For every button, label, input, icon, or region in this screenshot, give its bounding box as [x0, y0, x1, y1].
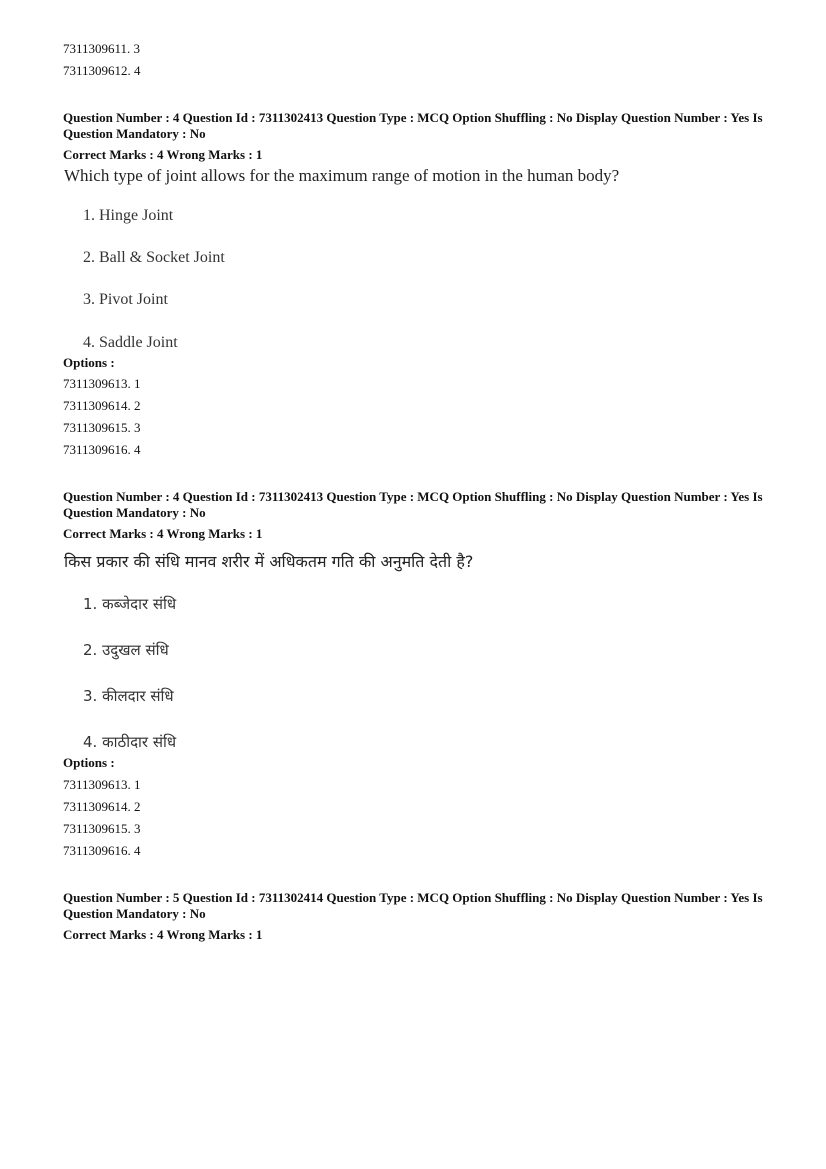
question-text: किस प्रकार की संधि मानव शरीर में अधिकतम गति की अनुमति देती है?	[64, 552, 474, 571]
question-marks: Correct Marks : 4 Wrong Marks : 1	[63, 927, 263, 942]
options-label: Options :	[63, 755, 115, 770]
option-id-line: 7311309615. 3	[63, 420, 141, 435]
answer-choice: 2. उदुखल संधि	[83, 641, 169, 659]
answer-choice: 4. काठीदार संधि	[83, 733, 177, 751]
options-label: Options :	[63, 355, 115, 370]
answer-choice: 4. Saddle Joint	[83, 334, 178, 351]
question-text: Which type of joint allows for the maximum range of motion in the human body?	[64, 166, 620, 185]
question-marks: Correct Marks : 4 Wrong Marks : 1	[63, 526, 263, 541]
option-id-line: 7311309611. 3	[63, 41, 141, 56]
option-id-line: 7311309612. 4	[63, 63, 141, 78]
answer-choice: 2. Ball & Socket Joint	[83, 249, 225, 266]
question-marks: Correct Marks : 4 Wrong Marks : 1	[63, 147, 263, 162]
question-meta: Question Number : 4 Question Id : 7311302413 Question Type : MCQ Option Shuffling : No Display Question Number : Yes Is Question Mandatory : No	[63, 489, 763, 520]
option-id-line: 7311309616. 4	[63, 442, 141, 457]
option-id-line: 7311309614. 2	[63, 799, 141, 814]
question-meta: Question Number : 4 Question Id : 7311302413 Question Type : MCQ Option Shuffling : No Display Question Number : Yes Is Question Mandatory : No	[63, 110, 763, 141]
answer-choice: 1. कब्जेदार संधि	[83, 595, 177, 613]
question-meta: Question Number : 5 Question Id : 7311302414 Question Type : MCQ Option Shuffling : No Display Question Number : Yes Is Question Mandatory : No	[63, 890, 763, 921]
answer-choice: 3. कीलदार संधि	[83, 687, 174, 705]
answer-choice: 1. Hinge Joint	[83, 207, 174, 224]
option-id-line: 7311309613. 1	[63, 376, 141, 391]
option-id-line: 7311309613. 1	[63, 777, 141, 792]
answer-choice: 3. Pivot Joint	[83, 291, 168, 308]
option-id-line: 7311309614. 2	[63, 398, 141, 413]
option-id-line: 7311309615. 3	[63, 821, 141, 836]
option-id-line: 7311309616. 4	[63, 843, 141, 858]
